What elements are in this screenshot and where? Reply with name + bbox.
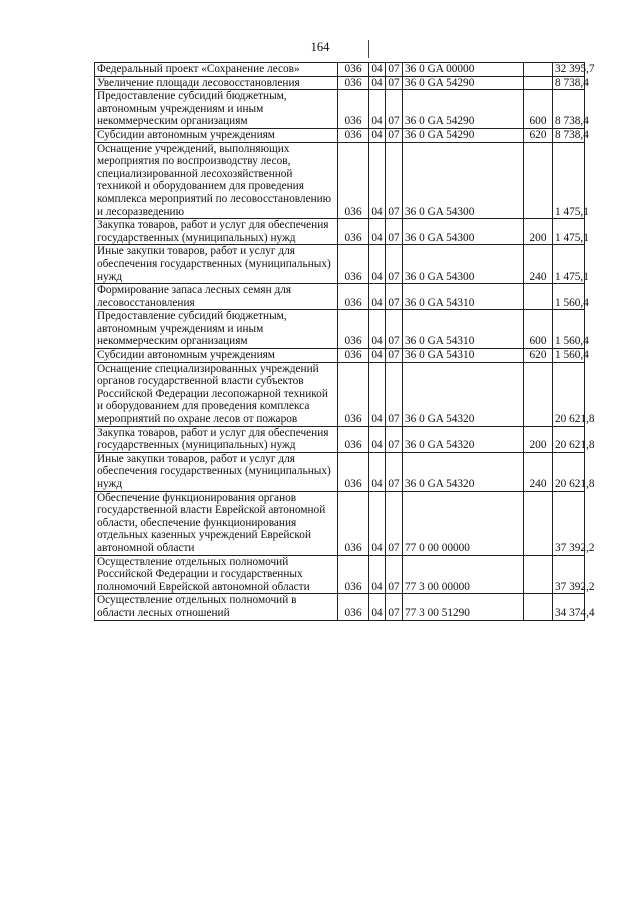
row-name: Предоставление субсидий бюджетным, автономным учреждениям и иным некоммерческим организациям [95,310,338,349]
target-article-code: 36 0 GA 54320 [403,362,524,426]
amount: 1 475,1 [553,142,585,219]
ved-code: 036 [338,452,369,491]
amount: 1 560,4 [553,310,585,349]
subsection-code: 07 [386,426,403,452]
row-name: Закупка товаров, работ и услуг для обеспечения государственных (муниципальных) нужд [95,219,338,245]
expense-type-code [524,491,553,555]
amount: 37 392,2 [553,491,585,555]
amount: 8 738,4 [553,90,585,129]
target-article-code: 36 0 GA 54290 [403,128,524,142]
row-name: Увеличение площади лесовосстановления [95,76,338,90]
row-name: Формирование запаса лесных семян для лесовосстановления [95,284,338,310]
target-article-code: 36 0 GA 00000 [403,63,524,77]
expense-type-code: 620 [524,128,553,142]
ved-code: 036 [338,142,369,219]
row-name: Субсидии автономным учреждениям [95,349,338,363]
amount: 8 738,4 [553,128,585,142]
subsection-code: 07 [386,245,403,284]
target-article-code: 36 0 GA 54290 [403,90,524,129]
subsection-code: 07 [386,76,403,90]
section-code: 04 [369,90,386,129]
row-name: Оснащение специализированных учреждений органов государственной власти субъектов Российской Федерации лесопожарной техникой и оборудованием для проведения комплекса мероприятий по охране лесов от пожаров [95,362,338,426]
target-article-code: 77 3 00 51290 [403,594,524,620]
table-row [95,142,585,219]
table-row [95,128,585,142]
ved-code: 036 [338,63,369,77]
amount: 37 392,2 [553,555,585,594]
table-row [95,594,585,620]
subsection-code: 07 [386,349,403,363]
section-code: 04 [369,349,386,363]
table-row [95,452,585,491]
target-article-code: 36 0 GA 54290 [403,76,524,90]
amount: 20 621,8 [553,362,585,426]
subsection-code: 07 [386,310,403,349]
table-row [95,349,585,363]
section-code: 04 [369,63,386,77]
section-code: 04 [369,426,386,452]
amount: 1 475,1 [553,219,585,245]
subsection-code: 07 [386,594,403,620]
section-code: 04 [369,76,386,90]
ved-code: 036 [338,284,369,310]
expense-type-code: 240 [524,245,553,284]
table-row [95,219,585,245]
section-code: 04 [369,142,386,219]
subsection-code: 07 [386,219,403,245]
target-article-code: 36 0 GA 54310 [403,310,524,349]
amount: 20 621,8 [553,452,585,491]
section-code: 04 [369,219,386,245]
target-article-code: 36 0 GA 54300 [403,219,524,245]
ved-code: 036 [338,76,369,90]
table-row [95,63,585,77]
expense-type-code: 240 [524,452,553,491]
ved-code: 036 [338,90,369,129]
target-article-code: 36 0 GA 54310 [403,349,524,363]
table-row [95,491,585,555]
ved-code: 036 [338,555,369,594]
ved-code: 036 [338,310,369,349]
expense-type-code: 600 [524,90,553,129]
amount: 1 560,4 [553,349,585,363]
subsection-code: 07 [386,452,403,491]
table-row [95,426,585,452]
section-code: 04 [369,594,386,620]
expense-type-code [524,142,553,219]
ved-code: 036 [338,245,369,284]
section-code: 04 [369,128,386,142]
target-article-code: 77 3 00 00000 [403,555,524,594]
expense-type-code [524,284,553,310]
ved-code: 036 [338,491,369,555]
amount: 8 738,4 [553,76,585,90]
row-name: Осуществление отдельных полномочий в области лесных отношений [95,594,338,620]
ved-code: 036 [338,349,369,363]
target-article-code: 36 0 GA 54300 [403,245,524,284]
target-article-code: 36 0 GA 54300 [403,142,524,219]
subsection-code: 07 [386,284,403,310]
target-article-code: 36 0 GA 54310 [403,284,524,310]
ved-code: 036 [338,128,369,142]
amount: 34 374,4 [553,594,585,620]
subsection-code: 07 [386,555,403,594]
section-code: 04 [369,452,386,491]
subsection-code: 07 [386,128,403,142]
row-name: Предоставление субсидий бюджетным, автономным учреждениям и иным некоммерческим организациям [95,90,338,129]
amount: 32 395,7 [553,63,585,77]
page-divider-mark [368,40,369,58]
expense-type-code [524,76,553,90]
row-name: Иные закупки товаров, работ и услуг для обеспечения государственных (муниципальных) нужд [95,245,338,284]
amount: 1 560,4 [553,284,585,310]
expense-type-code: 620 [524,349,553,363]
row-name: Закупка товаров, работ и услуг для обеспечения государственных (муниципальных) нужд [95,426,338,452]
table-row [95,90,585,129]
expense-type-code: 200 [524,426,553,452]
amount: 1 475,1 [553,245,585,284]
section-code: 04 [369,245,386,284]
expense-type-code: 200 [524,219,553,245]
table-row [95,555,585,594]
expense-type-code: 600 [524,310,553,349]
expense-type-code [524,555,553,594]
section-code: 04 [369,491,386,555]
row-name: Осуществление отдельных полномочий Российской Федерации и государственных полномочий Еврейской автономной области [95,555,338,594]
ved-code: 036 [338,426,369,452]
subsection-code: 07 [386,142,403,219]
target-article-code: 36 0 GA 54320 [403,426,524,452]
expense-type-code [524,362,553,426]
target-article-code: 77 0 00 00000 [403,491,524,555]
amount: 20 621,8 [553,426,585,452]
row-name: Оснащение учреждений, выполняющих мероприятия по воспроизводству лесов, специализированной лесохозяйственной техникой и оборудованием для проведения комплекса мероприятий по лесовосстановлению и лесоразведению [95,142,338,219]
row-name: Федеральный проект «Сохранение лесов» [95,63,338,77]
table-row [95,245,585,284]
budget-table [94,62,595,621]
subsection-code: 07 [386,90,403,129]
ved-code: 036 [338,594,369,620]
page-number: 164 [310,40,330,54]
section-code: 04 [369,555,386,594]
section-code: 04 [369,362,386,426]
row-name: Субсидии автономным учреждениям [95,128,338,142]
ved-code: 036 [338,219,369,245]
expense-type-code [524,63,553,77]
expense-type-code [524,594,553,620]
table-row [95,310,585,349]
table-row [95,76,585,90]
section-code: 04 [369,310,386,349]
ved-code: 036 [338,362,369,426]
row-name: Иные закупки товаров, работ и услуг для обеспечения государственных (муниципальных) нужд [95,452,338,491]
row-name: Обеспечение функционирования органов государственной власти Еврейской автономной области, обеспечение функционирования отдельных казенных учреждений Еврейской автономной области [95,491,338,555]
section-code: 04 [369,284,386,310]
table-row [95,284,585,310]
table-row [95,362,585,426]
subsection-code: 07 [386,63,403,77]
subsection-code: 07 [386,362,403,426]
target-article-code: 36 0 GA 54320 [403,452,524,491]
subsection-code: 07 [386,491,403,555]
